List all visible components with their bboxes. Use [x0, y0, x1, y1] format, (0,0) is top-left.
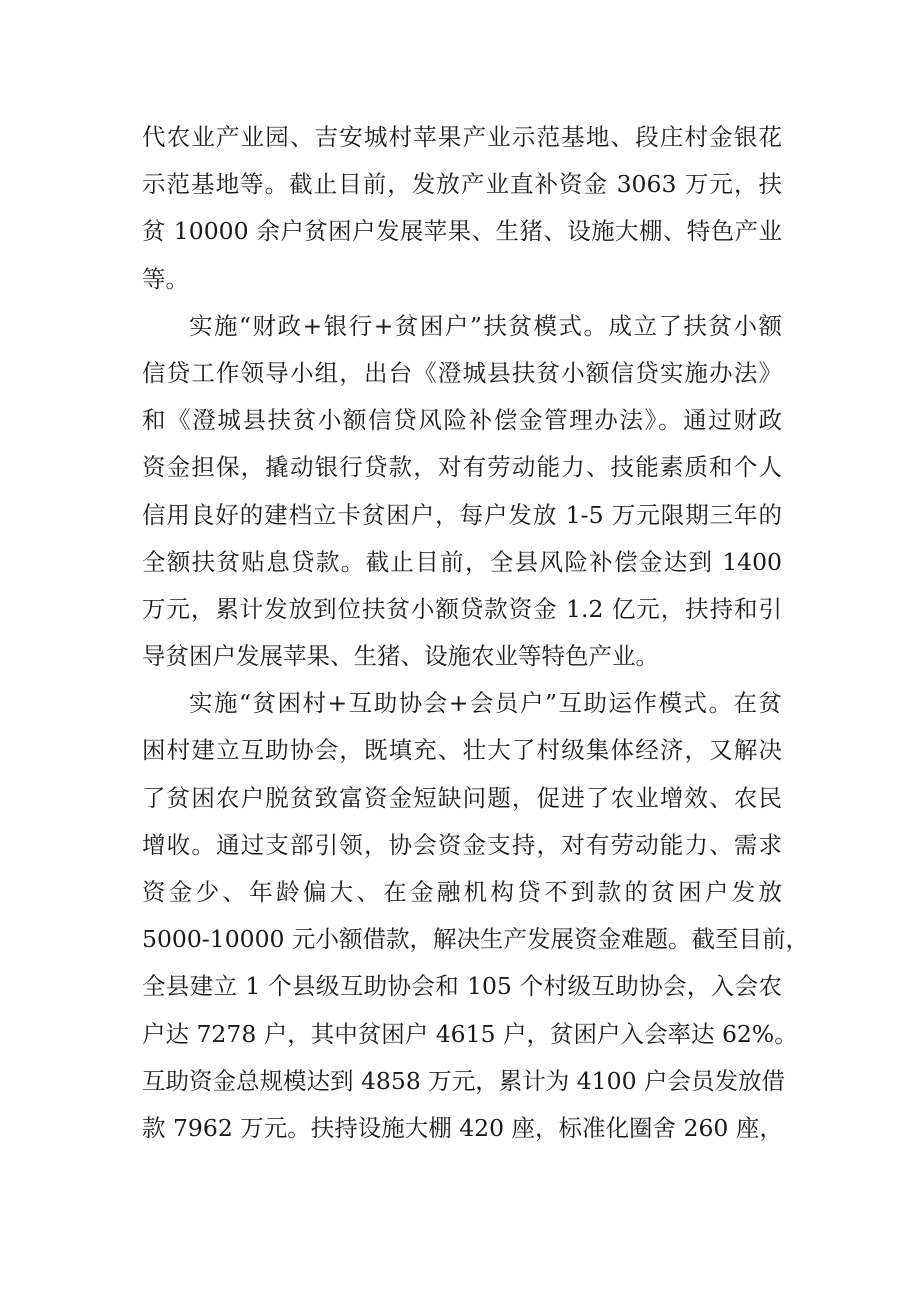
text-line: 全县建立 1 个县级互助协会和 105 个村级互助协会，入会农	[142, 972, 782, 1001]
paragraph-1	[142, 114, 782, 303]
text-line: 等。	[142, 264, 189, 293]
text-line: 导贫困户发展苹果、生猪、设施农业等特色产业。	[142, 642, 659, 671]
paragraph-2	[142, 303, 782, 681]
text-line: 信贷工作领导小组，出台《澄城县扶贫小额信贷实施办法》	[142, 358, 782, 387]
text-line: 款 7962 万元。扶持设施大棚 420 座，标准化圈舍 260 座，	[142, 1113, 783, 1142]
paragraph-3	[142, 680, 809, 1152]
text-line: 互助资金总规模达到 4858 万元，累计为 4100 户会员发放借	[142, 1066, 785, 1095]
text-line: 全额扶贫贴息贷款。截止目前，全县风险补偿金达到 1400	[142, 547, 782, 576]
text-line: 户达 7278 户，其中贫困户 4615 户，贫困户入会率达 62%。	[142, 1019, 798, 1048]
text-line: 5000-10000 元小额借款，解决生产发展资金难题。截至目前，	[142, 925, 809, 954]
text-line: 资金少、年龄偏大、在金融机构贷不到款的贫困户发放	[142, 878, 782, 906]
text-line: 信用良好的建档立卡贫困户，每户发放 1-5 万元限期三年的	[142, 500, 782, 529]
text-line: 实施“贫困村+互助协会+会员户”互助运作模式。在贫	[189, 689, 782, 718]
text-line: 资金担保，撬动银行贷款，对有劳动能力、技能素质和个人	[142, 453, 782, 482]
text-line: 万元，累计发放到位扶贫小额贷款资金 1.2 亿元，扶持和引	[142, 594, 782, 623]
text-line: 了贫困农户脱贫致富资金短缺问题，促进了农业增效、农民	[142, 783, 782, 812]
text-line: 代农业产业园、吉安城村苹果产业示范基地、段庄村金银花	[142, 123, 782, 151]
text-line: 和《澄城县扶贫小额信贷风险补偿金管理办法》。通过财政	[142, 406, 782, 435]
document-body	[142, 114, 809, 1152]
text-line: 实施“财政+银行+贫困户”扶贫模式。成立了扶贫小额	[189, 311, 782, 340]
text-line: 示范基地等。截止目前，发放产业直补资金 3063 万元，扶	[142, 170, 782, 199]
text-line: 贫 10000 余户贫困户发展苹果、生猪、设施大棚、特色产业	[142, 217, 782, 246]
text-line: 困村建立互助协会，既填充、壮大了村级集体经济，又解决	[142, 736, 782, 765]
text-line: 增收。通过支部引领，协会资金支持，对有劳动能力、需求	[142, 830, 782, 859]
